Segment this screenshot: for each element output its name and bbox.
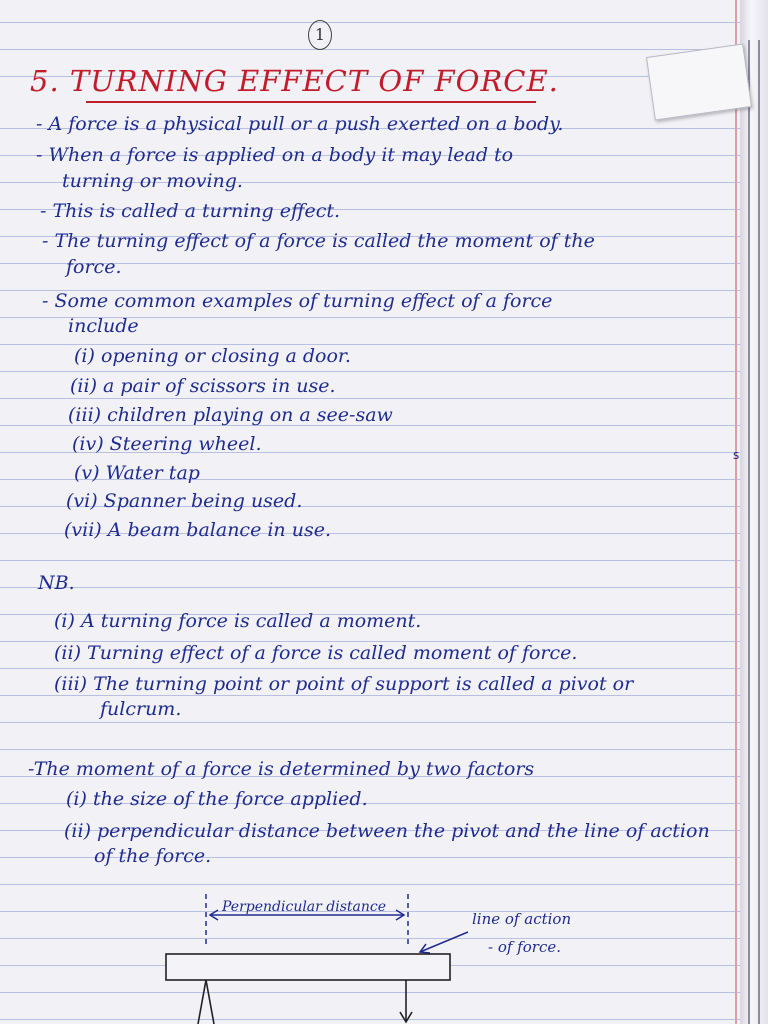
text-line: -The moment of a force is determined by two factors — [28, 758, 535, 780]
line-of-action-label: line of action — [472, 910, 572, 928]
label-pointer — [420, 932, 468, 952]
page-edge — [740, 0, 768, 1024]
text-line: (iv) Steering wheel. — [72, 433, 262, 455]
text-line: - A force is a physical pull or a push exerted on a body. — [36, 113, 564, 135]
text-line: (i) A turning force is called a moment. — [54, 610, 422, 632]
folded-paper-corner — [646, 43, 752, 120]
text-line: NB. — [38, 572, 75, 594]
text-line: (i) opening or closing a door. — [74, 345, 351, 367]
text-line: - This is called a turning effect. — [40, 200, 341, 222]
margin-line — [733, 0, 740, 1024]
text-line: fulcrum. — [100, 698, 182, 720]
pivot-support-right — [206, 980, 214, 1024]
text-line: (ii) a pair of scissors in use. — [70, 375, 336, 397]
text-line: (vii) A beam balance in use. — [64, 519, 331, 541]
text-line: of the force. — [94, 845, 212, 867]
text-line: - Some common examples of turning effect of a force — [42, 290, 553, 312]
text-line: (iii) The turning point or point of support is called a pivot or — [54, 673, 634, 695]
text-line: (i) the size of the force applied. — [66, 788, 368, 810]
text-line: (ii) Turning effect of a force is called moment of force. — [54, 642, 578, 664]
text-line: (ii) perpendicular distance between the pivot and the line of action — [64, 820, 710, 842]
page-edge-line — [758, 40, 760, 1024]
perpendicular-label: Perpendicular distance — [222, 899, 387, 915]
edge-mark: s — [733, 448, 740, 462]
page-number: 1 — [308, 20, 332, 50]
text-line: (vi) Spanner being used. — [66, 490, 303, 512]
text-line: turning or moving. — [62, 170, 243, 192]
text-line: (iii) children playing on a see-saw — [68, 404, 393, 426]
title-underline — [86, 101, 536, 103]
line-of-action-label: - of force. — [488, 938, 561, 956]
text-line: - When a force is applied on a body it may lead to — [36, 144, 514, 166]
beam — [166, 954, 450, 980]
pivot-support-left — [198, 980, 206, 1024]
page-title: 5. TURNING EFFECT OF FORCE. — [30, 64, 559, 98]
page-edge-line — [748, 40, 750, 1024]
moment-diagram — [150, 880, 590, 1024]
text-line: force. — [66, 256, 122, 278]
text-line: - The turning effect of a force is called the moment of the — [42, 230, 595, 252]
text-line: (v) Water tap — [74, 462, 200, 484]
text-line: include — [68, 315, 139, 337]
